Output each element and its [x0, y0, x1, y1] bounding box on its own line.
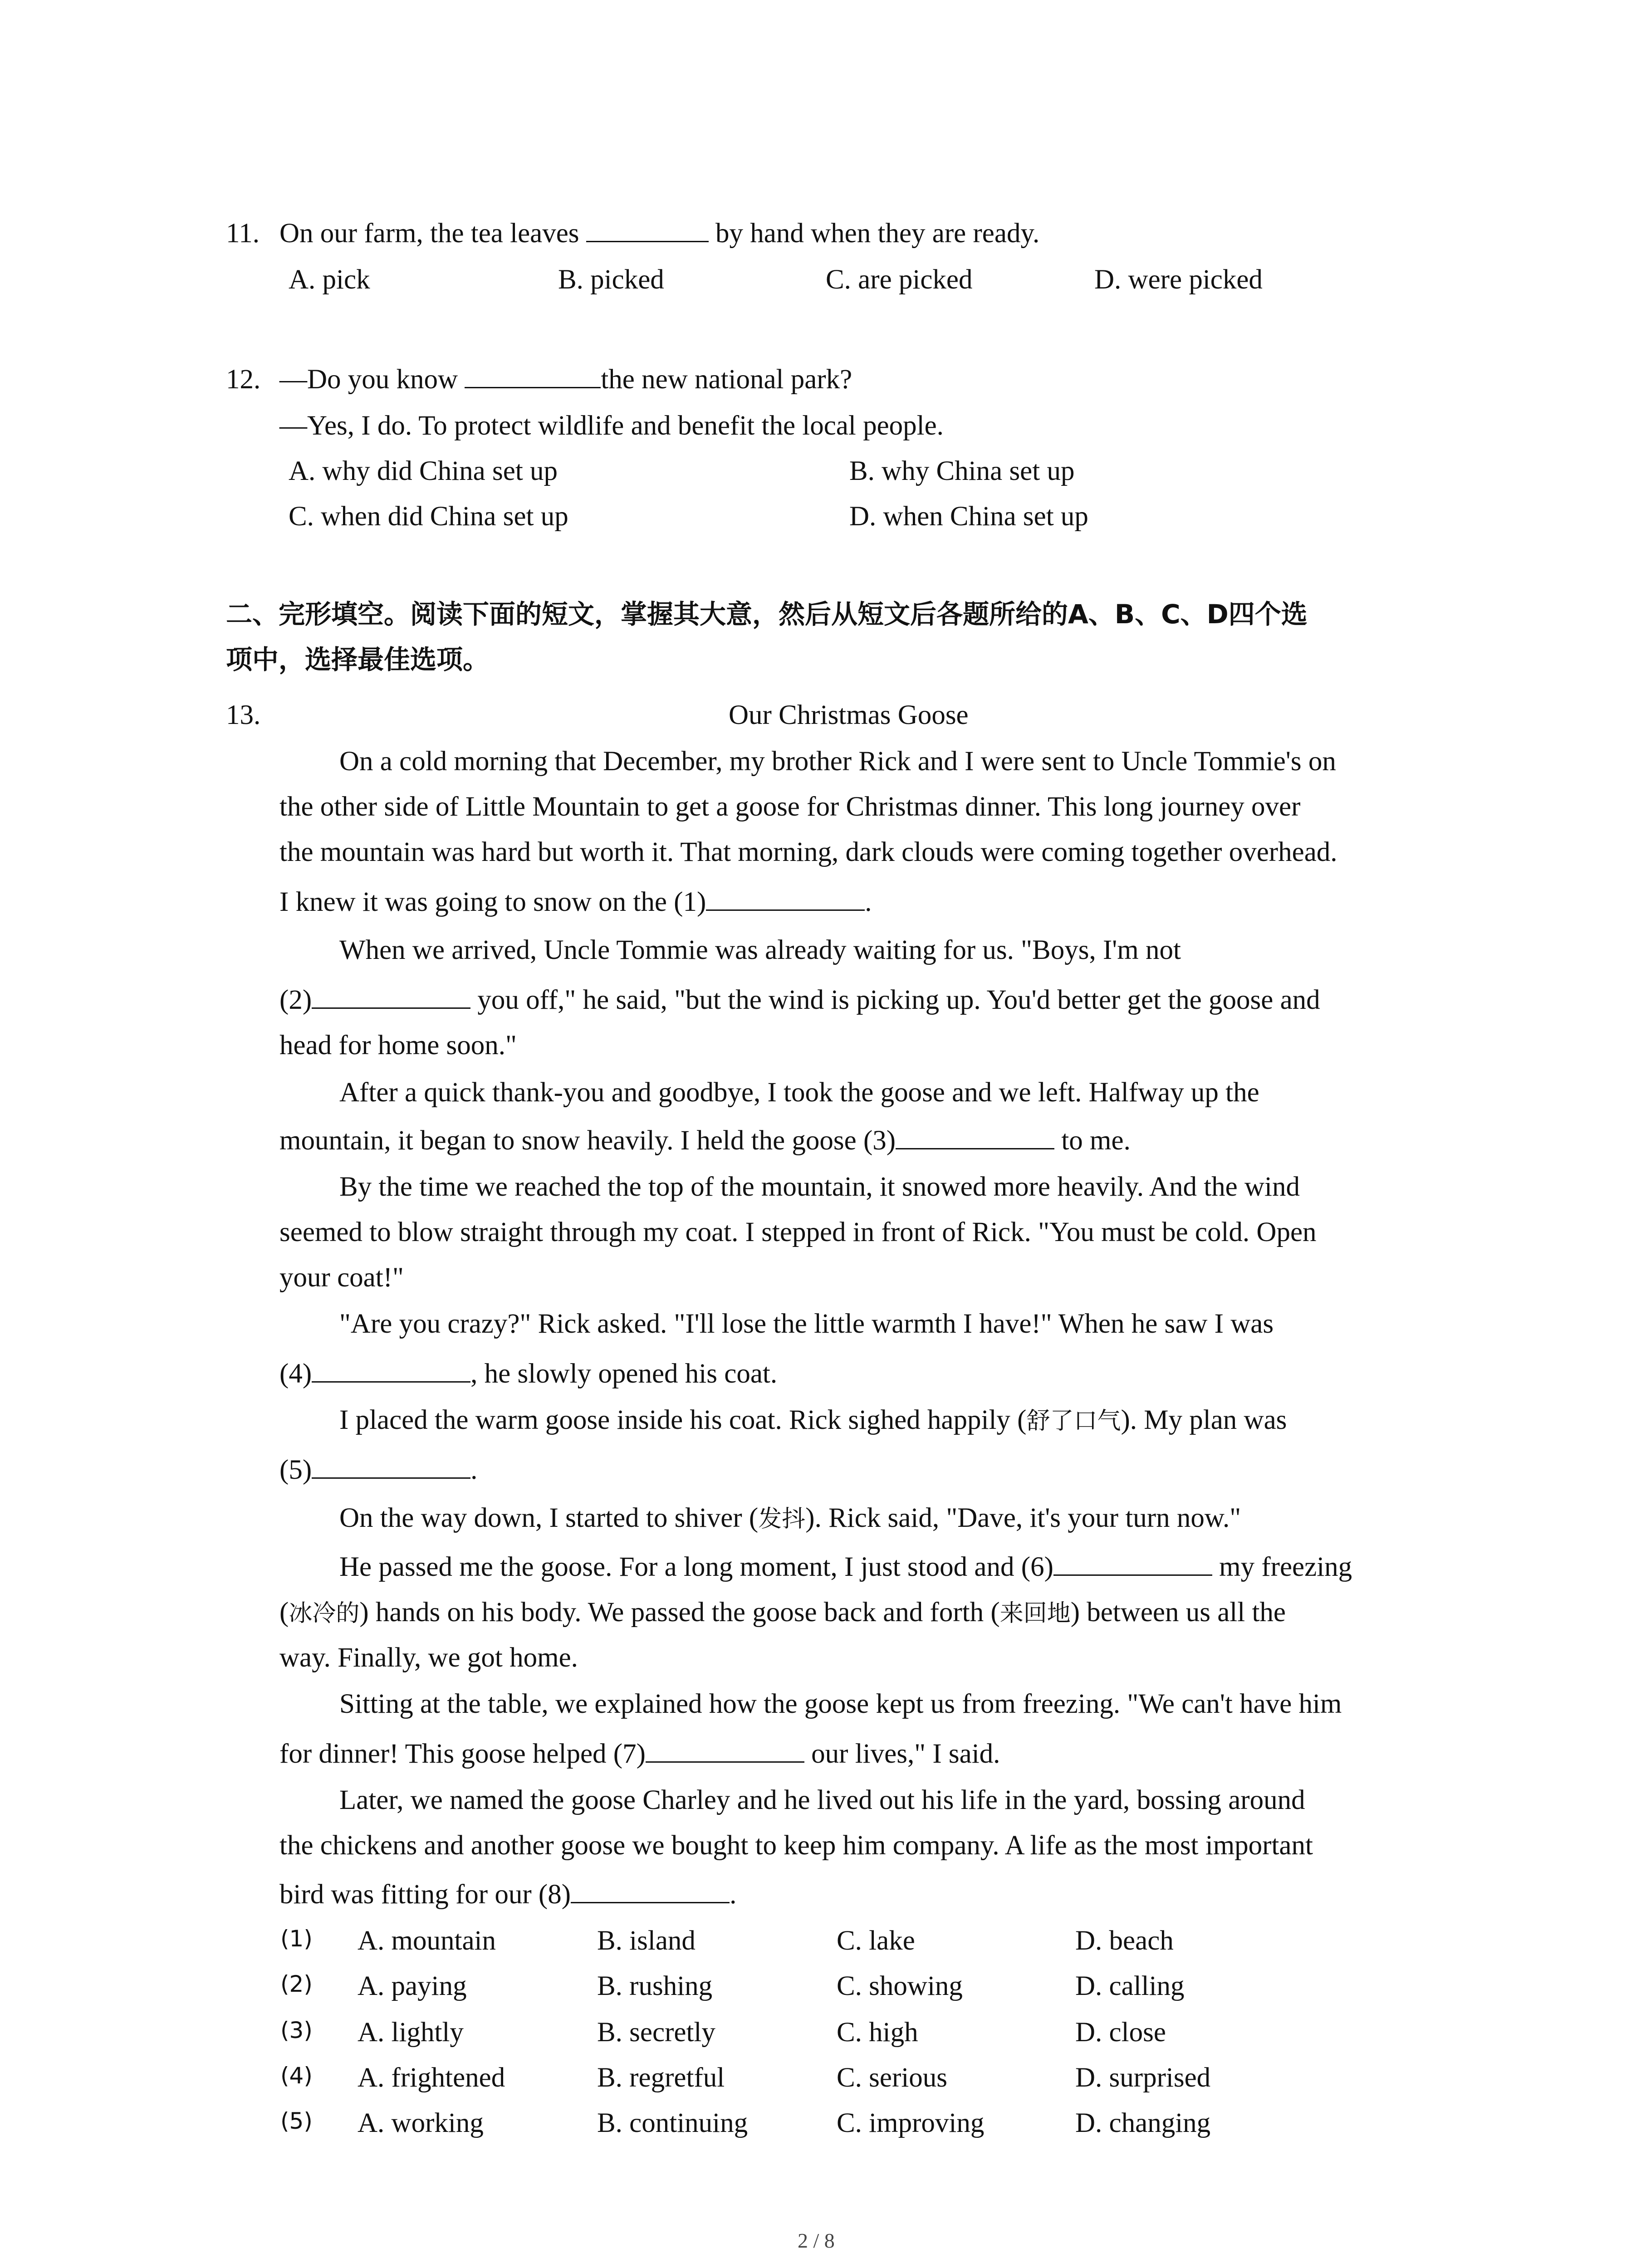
choice-row-4-number: (4) [280, 2063, 313, 2089]
passage-gloss: 舒了口气 [1026, 1408, 1121, 1435]
passage-line-8: After a quick thank-you and goodbye, I took the goose and we left. Halfway up the [339, 1077, 1259, 1108]
choice-5-option-d[interactable]: D. changing [1075, 2108, 1211, 2138]
passage-text: ). Rick said, "Dave, it's your turn now." [805, 1503, 1241, 1533]
passage-line-2: the other side of Little Mountain to get a goose for Christmas dinner. This long journey over [279, 792, 1301, 822]
choice-1-option-d[interactable]: D. beach [1075, 1926, 1174, 1956]
passage-text: (2) [279, 985, 312, 1015]
q12-line1-a: —Do you know [279, 364, 458, 395]
passage-text: . [730, 1879, 737, 1910]
passage-text: (4) [279, 1359, 312, 1389]
choice-5-option-a[interactable]: A. working [358, 2108, 484, 2138]
choice-2-option-b[interactable]: B. rushing [597, 1971, 713, 2001]
passage-line-21: Sitting at the table, we explained how the goose kept us from freezing. "We can't have him [339, 1689, 1342, 1719]
passage-line-16 [279, 1453, 477, 1486]
passage-line-3: the mountain was hard but worth it. That morning, dark clouds were coming together overhead. [279, 837, 1337, 867]
passage-text: ) between us all the [1070, 1597, 1286, 1628]
choice-4-option-b[interactable]: B. regretful [597, 2063, 725, 2093]
choice-1-option-c[interactable]: C. lake [837, 1926, 915, 1956]
q11-option-a[interactable]: A. pick [289, 264, 370, 295]
choice-2-option-a[interactable]: A. paying [358, 1971, 467, 2001]
choice-5-option-c[interactable]: C. improving [837, 2108, 985, 2138]
passage-line-13: "Are you crazy?" Rick asked. "I'll lose the little warmth I have!" When he saw I was [339, 1309, 1274, 1339]
passage-line-18 [339, 1550, 1352, 1584]
passage-blank-8[interactable] [571, 1901, 730, 1903]
choice-row-1-number: (1) [280, 1926, 313, 1952]
q12-line1-b: the new national park? [601, 364, 852, 395]
passage-text: . [470, 1455, 478, 1485]
passage-text: He passed me the goose. For a long moment, I just stood and (6) [339, 1552, 1053, 1582]
passage-text: ). My plan was [1121, 1405, 1287, 1435]
passage-blank-5[interactable] [312, 1477, 470, 1479]
passage-line-11: seemed to blow straight through my coat. I stepped in front of Rick. "You must be cold. Open [279, 1217, 1317, 1247]
q12-option-d[interactable]: D. when China set up [849, 501, 1088, 532]
choice-1-option-a[interactable]: A. mountain [358, 1926, 496, 1956]
choice-row-2-number: (2) [280, 1971, 313, 1997]
passage-line-17 [339, 1501, 1241, 1535]
passage-line-6 [279, 983, 1320, 1017]
choice-2-option-d[interactable]: D. calling [1075, 1971, 1185, 2001]
q12-option-c[interactable]: C. when did China set up [289, 501, 568, 532]
q12-number: 12. [226, 364, 261, 395]
passage-blank-4[interactable] [312, 1381, 470, 1383]
passage-gloss: 来回地 [999, 1600, 1071, 1627]
passage-text: ( [279, 1597, 289, 1628]
choice-3-option-d[interactable]: D. close [1075, 2017, 1166, 2048]
choice-3-option-c[interactable]: C. high [837, 2017, 918, 2048]
choice-4-option-a[interactable]: A. frightened [358, 2063, 505, 2093]
choice-4-option-c[interactable]: C. serious [837, 2063, 947, 2093]
passage-text: I knew it was going to snow on the (1) [279, 887, 706, 917]
q11-stem [279, 217, 1039, 250]
passage-text: On the way down, I started to shiver ( [339, 1503, 759, 1533]
passage-text: our lives," I said. [804, 1739, 1000, 1769]
passage-blank-7[interactable] [646, 1761, 804, 1763]
passage-line-7: head for home soon." [279, 1030, 517, 1061]
passage-gloss: 冰冷的 [289, 1600, 360, 1627]
section2-heading-line2: 项中，选择最佳选项。 [226, 644, 490, 675]
passage-line-22 [279, 1737, 1000, 1770]
passage-text: bird was fitting for our (8) [279, 1879, 571, 1910]
q13-number: 13. [226, 700, 261, 730]
passage-blank-2[interactable] [312, 1007, 470, 1009]
passage-blank-1[interactable] [706, 909, 865, 911]
choice-2-option-c[interactable]: C. showing [837, 1971, 963, 2001]
passage-line-9 [279, 1124, 1131, 1157]
passage-line-23: Later, we named the goose Charley and he lived out his life in the yard, bossing around [339, 1785, 1305, 1815]
page-number: 2 / 8 [798, 2229, 835, 2252]
passage-text: I placed the warm goose inside his coat. Rick sighed happily ( [339, 1405, 1027, 1435]
q11-stem-b: by hand when they are ready. [715, 218, 1040, 249]
passage-text: to me. [1054, 1125, 1131, 1156]
q11-option-b[interactable]: B. picked [558, 264, 664, 295]
passage-line-5: When we arrived, Uncle Tommie was already waiting for us. "Boys, I'm not [339, 935, 1181, 965]
q11-option-c[interactable]: C. are picked [826, 264, 973, 295]
passage-text: my freezing [1212, 1552, 1352, 1582]
passage-line-25 [279, 1878, 736, 1911]
q11-stem-a: On our farm, the tea leaves [279, 218, 579, 249]
q11-blank[interactable] [586, 240, 709, 242]
passage-blank-6[interactable] [1053, 1574, 1212, 1576]
passage-text: . [865, 887, 872, 917]
q11-option-d[interactable]: D. were picked [1094, 264, 1263, 295]
choice-1-option-b[interactable]: B. island [597, 1926, 696, 1956]
passage-line-1: On a cold morning that December, my brother Rick and I were sent to Uncle Tommie's on [339, 746, 1336, 777]
q12-blank[interactable] [465, 386, 601, 388]
passage-line-24: the chickens and another goose we bought to keep him company. A life as the most important [279, 1830, 1313, 1861]
q12-line2: —Yes, I do. To protect wildlife and benefit the local people. [279, 411, 944, 441]
passage-line-4 [279, 885, 872, 919]
passage-line-19 [279, 1596, 1286, 1629]
choice-3-option-a[interactable]: A. lightly [358, 2017, 464, 2048]
passage-line-12: your coat!" [279, 1262, 404, 1293]
q12-option-a[interactable]: A. why did China set up [289, 456, 558, 486]
passage-blank-3[interactable] [896, 1148, 1054, 1149]
q12-line1 [279, 363, 852, 396]
passage-line-14 [279, 1357, 777, 1390]
passage-text: mountain, it began to snow heavily. I held the goose (3) [279, 1125, 896, 1156]
q12-option-b[interactable]: B. why China set up [849, 456, 1075, 486]
passage-line-10: By the time we reached the top of the mountain, it snowed more heavily. And the wind [339, 1172, 1300, 1202]
passage-text: you off," he said, "but the wind is picking up. You'd better get the goose and [470, 985, 1320, 1015]
passage-line-20: way. Finally, we got home. [279, 1642, 578, 1673]
passage-text: ) hands on his body. We passed the goose back and forth ( [359, 1597, 1000, 1628]
passage-text: , he slowly opened his coat. [470, 1359, 778, 1389]
choice-4-option-d[interactable]: D. surprised [1075, 2063, 1211, 2093]
choice-row-3-number: (3) [280, 2017, 313, 2043]
passage-text: for dinner! This goose helped (7) [279, 1739, 646, 1769]
passage-text: (5) [279, 1455, 312, 1485]
passage-title: Our Christmas Goose [729, 700, 969, 730]
section2-heading-line1: 二、完形填空。阅读下面的短文，掌握其大意，然后从短文后各题所给的A、B、C、D四个选 [226, 599, 1308, 630]
choice-3-option-b[interactable]: B. secretly [597, 2017, 715, 2048]
passage-line-15 [339, 1403, 1287, 1437]
passage-gloss: 发抖 [758, 1505, 806, 1533]
q11-number: 11. [226, 218, 260, 249]
choice-row-5-number: (5) [280, 2108, 313, 2134]
choice-5-option-b[interactable]: B. continuing [597, 2108, 748, 2138]
